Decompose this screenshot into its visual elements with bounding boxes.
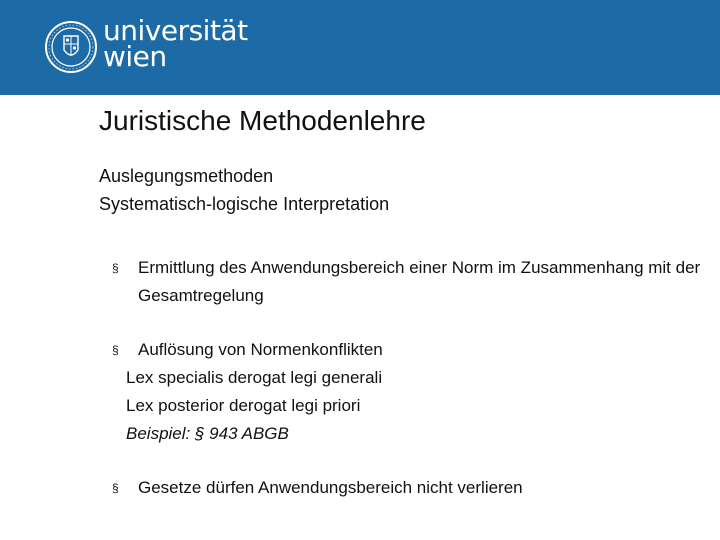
sub-item: Lex specialis derogat legi generali [126, 368, 383, 387]
university-logo [103, 14, 248, 73]
subtitle-line-2: Systematisch-logische Interpretation [99, 194, 390, 214]
sub-list [126, 364, 382, 448]
bullet-marker: § [112, 261, 119, 275]
logo-line-1: universität [103, 14, 248, 47]
bullet-item [112, 336, 383, 364]
university-seal-icon [44, 20, 98, 74]
bullet-text: Auflösung von Normenkonflikten [138, 340, 383, 359]
sub-item-example: Beispiel: § 943 ABGB [126, 424, 289, 443]
slide-subtitle [99, 162, 389, 218]
bullet-marker: § [112, 481, 119, 495]
bullet-text: Ermittlung des Anwendungsbereich einer Norm im Zusammenhang mit der Gesamtregelung [138, 258, 701, 305]
subtitle-line-1: Auslegungsmethoden [99, 166, 274, 186]
bullet-marker: § [112, 343, 119, 357]
bullet-text: Gesetze dürfen Anwendungsbereich nicht verlieren [138, 478, 523, 497]
sub-item: Lex posterior derogat legi priori [126, 396, 361, 415]
header-bar [0, 0, 720, 95]
bullet-item [112, 474, 523, 502]
slide-title: Juristische Methodenlehre [99, 105, 426, 136]
logo-line-2: wien [103, 40, 167, 73]
bullet-item [112, 254, 718, 310]
